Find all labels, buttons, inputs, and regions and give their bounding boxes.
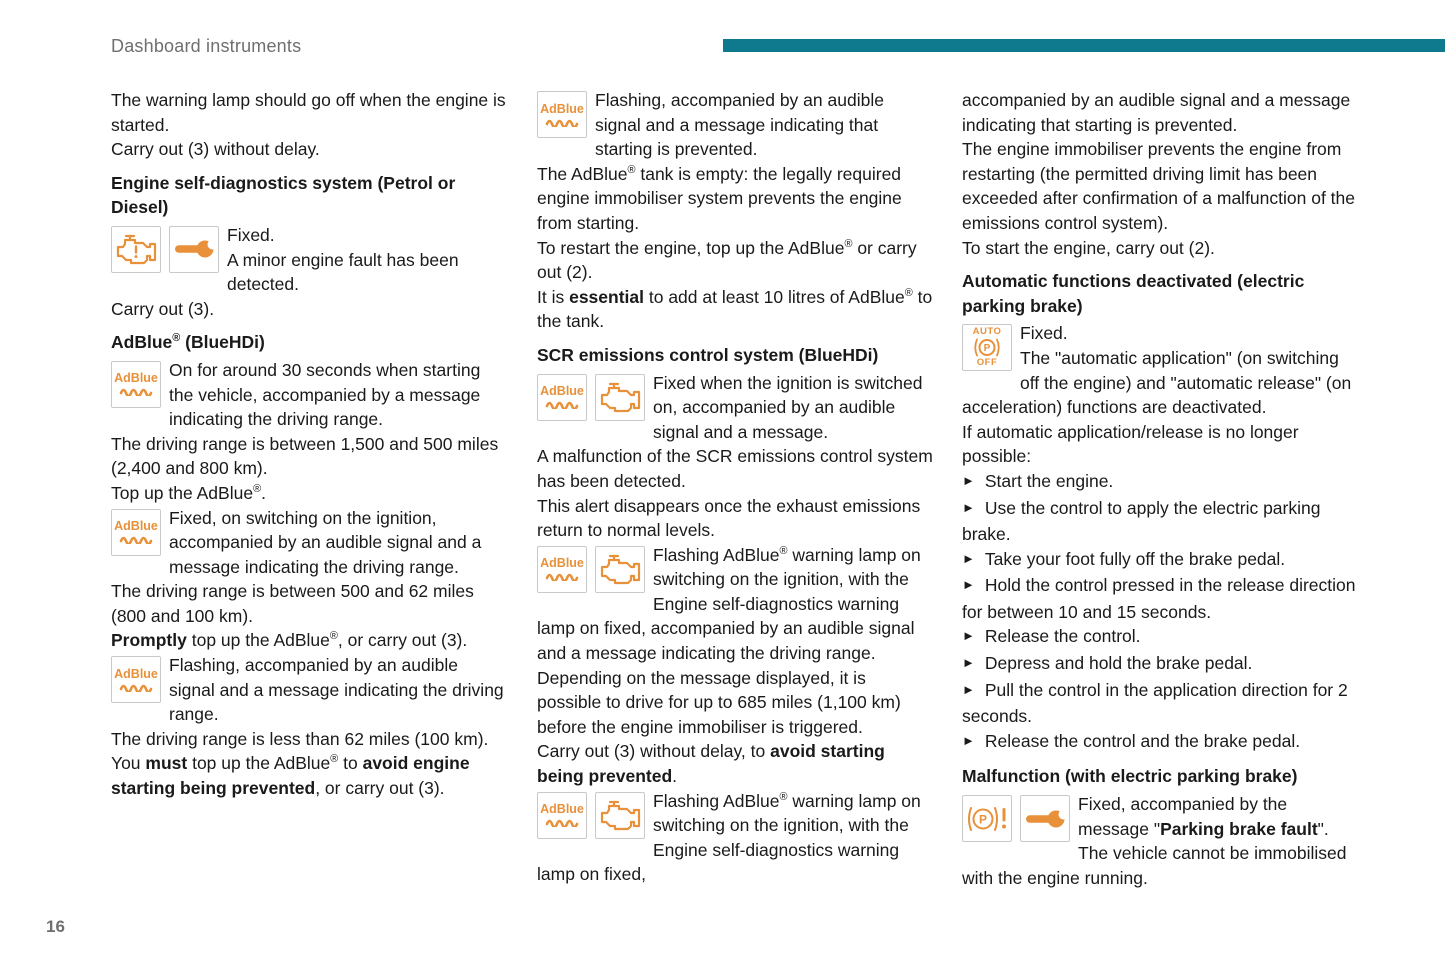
- warning-lamp-paragraph: AdBlue Flashing, accompanied by an audible signal and a message indicating that starting is prevented.: [537, 88, 934, 162]
- bullet-arrow-icon: ►: [962, 499, 975, 515]
- bullet-arrow-icon: ►: [962, 655, 975, 671]
- adblue-warning-lamp-icon: AdBlue: [111, 361, 161, 408]
- paragraph: The warning lamp should go off when the engine is started.: [111, 90, 506, 135]
- paragraph: Promptly top up the AdBlue®, or carry out (3).: [111, 630, 468, 651]
- list-item: ► Depress and hold the brake pedal.: [962, 653, 1253, 674]
- engine-fault-icon: [111, 226, 161, 273]
- paragraph: It is essential to add at least 10 litres of AdBlue® to the tank.: [537, 286, 933, 332]
- paragraph: The AdBlue® tank is empty: the legally required engine immobiliser system prevents the engine from starting.: [537, 163, 902, 233]
- bullet-arrow-icon: ►: [962, 732, 975, 748]
- adblue-warning-lamp-icon: AdBlue: [111, 656, 161, 703]
- paragraph: Carry out (3) without delay.: [111, 139, 320, 160]
- adblue-warning-lamp-icon: AdBlue: [537, 374, 587, 421]
- paragraph: Top up the AdBlue®.: [111, 482, 266, 503]
- paragraph: To start the engine, carry out (2).: [962, 237, 1215, 258]
- section-heading: SCR emissions control system (BlueHDi): [537, 344, 879, 365]
- engine-self-diagnostics-icon: [595, 546, 645, 593]
- paragraph: The driving range is less than 62 miles (100 km).: [111, 728, 489, 749]
- engine-self-diagnostics-icon: [595, 792, 645, 839]
- paragraph: The engine immobiliser prevents the engine from restarting (the permitted driving limit has been exceeded after confirmation of a malfunction of the emissions control system).: [962, 139, 1356, 233]
- paragraph: accompanied by an audible signal and a message indicating that starting is prevented.: [962, 90, 1351, 135]
- column-1: [111, 88, 508, 801]
- section-heading: Automatic functions deactivated (electric parking brake): [962, 271, 1305, 316]
- auto-parking-brake-off-icon: AUTO P OFF: [962, 324, 1012, 371]
- paragraph: The driving range is between 500 and 62 miles (800 and 100 km).: [111, 581, 474, 626]
- section-heading: AdBlue® (BlueHDi): [111, 332, 265, 353]
- bullet-arrow-icon: ►: [962, 681, 975, 697]
- paragraph: Carry out (3).: [111, 298, 215, 319]
- warning-lamp-paragraph: P Fixed, accompanied by the message "Parking brake fault".: [962, 792, 1359, 841]
- adblue-warning-lamp-icon: AdBlue: [111, 509, 161, 556]
- list-item: ► Hold the control pressed in the release direction for between 10 and 15 seconds.: [962, 575, 1356, 622]
- service-wrench-icon: [1020, 795, 1070, 842]
- warning-lamp-paragraph: AdBlue Fixed when the ignition is switched on, accompanied by an audible signal and a message.: [537, 371, 934, 445]
- section-heading: Engine self-diagnostics system (Petrol or Diesel): [111, 172, 456, 218]
- list-item: ► Release the control.: [962, 626, 1141, 647]
- paragraph: The driving range is between 1,500 and 500 miles (2,400 and 800 km).: [111, 433, 499, 479]
- column-3: [962, 88, 1359, 890]
- bullet-arrow-icon: ►: [962, 550, 975, 566]
- list-item: ► Start the engine.: [962, 470, 1114, 491]
- svg-text:P: P: [978, 811, 988, 826]
- svg-text:P: P: [983, 343, 991, 355]
- page-number: 16: [46, 917, 65, 936]
- section-heading: Malfunction (with electric parking brake): [962, 766, 1298, 787]
- engine-self-diagnostics-icon: [595, 374, 645, 421]
- page-title: Dashboard instruments: [111, 36, 302, 56]
- adblue-warning-lamp-icon: AdBlue: [537, 546, 587, 593]
- bullet-arrow-icon: ►: [962, 628, 975, 644]
- column-2: [537, 88, 934, 887]
- service-wrench-icon: [169, 226, 219, 273]
- warning-lamp-paragraph: AdBlue Flashing AdBlue® warning lamp on switching on the ignition, with the Engine self-diagnostics warning lamp on fixed, accompanied by an audible signal and a message indicating the driving range.: [537, 544, 921, 664]
- paragraph: A malfunction of the SCR emissions control system has been detected.: [537, 446, 933, 491]
- header-accent-bar: [723, 39, 1445, 52]
- paragraph: To restart the engine, top up the AdBlue® or carry out (2).: [537, 237, 917, 283]
- adblue-warning-lamp-icon: AdBlue: [537, 792, 587, 839]
- list-item: ► Take your foot fully off the brake pedal.: [962, 548, 1286, 569]
- warning-lamp-paragraph: AdBlue On for around 30 seconds when starting the vehicle, accompanied by a message indicating the driving range.: [111, 358, 508, 432]
- paragraph: This alert disappears once the exhaust emissions return to normal levels.: [537, 495, 921, 541]
- warning-lamp-paragraph: AdBlue Flashing AdBlue® warning lamp on switching on the ignition, with the Engine self-diagnostics warning lamp on fixed,: [537, 790, 921, 885]
- warning-lamp-paragraph: AdBlue Fixed, on switching on the ignition, accompanied by an audible signal and a message indicating the driving range.: [111, 506, 508, 580]
- adblue-warning-lamp-icon: AdBlue: [537, 91, 587, 138]
- warning-lamp-paragraph: AUTO P OFF Fixed. The "automatic application" (on switching off the engine) and "automatic release" (on acceleration) functions are deactivated.: [962, 323, 1352, 418]
- bullet-arrow-icon: ►: [962, 577, 975, 593]
- warning-lamp-paragraph: AdBlue Flashing, accompanied by an audible signal and a message indicating the driving range.: [111, 653, 508, 727]
- paragraph: Carry out (3) without delay, to avoid starting being prevented.: [537, 741, 885, 787]
- warning-lamp-paragraph: Fixed. A minor engine fault has been detected.: [111, 223, 508, 297]
- bullet-arrow-icon: ►: [962, 472, 975, 488]
- parking-brake-fault-icon: [962, 795, 1012, 842]
- list-item: ► Use the control to apply the electric parking brake.: [962, 497, 1321, 545]
- paragraph: You must top up the AdBlue® to avoid engine starting being prevented, or carry out (3).: [111, 753, 470, 799]
- list-item: ► Release the control and the brake pedal.: [962, 730, 1301, 751]
- paragraph: The vehicle cannot be immobilised with the engine running.: [962, 843, 1347, 888]
- paragraph: If automatic application/release is no longer possible:: [962, 421, 1299, 467]
- paragraph: Depending on the message displayed, it is possible to drive for up to 685 miles (1,100 km) before the engine immobiliser is triggered.: [537, 667, 901, 737]
- list-item: ► Pull the control in the application direction for 2 seconds.: [962, 679, 1348, 727]
